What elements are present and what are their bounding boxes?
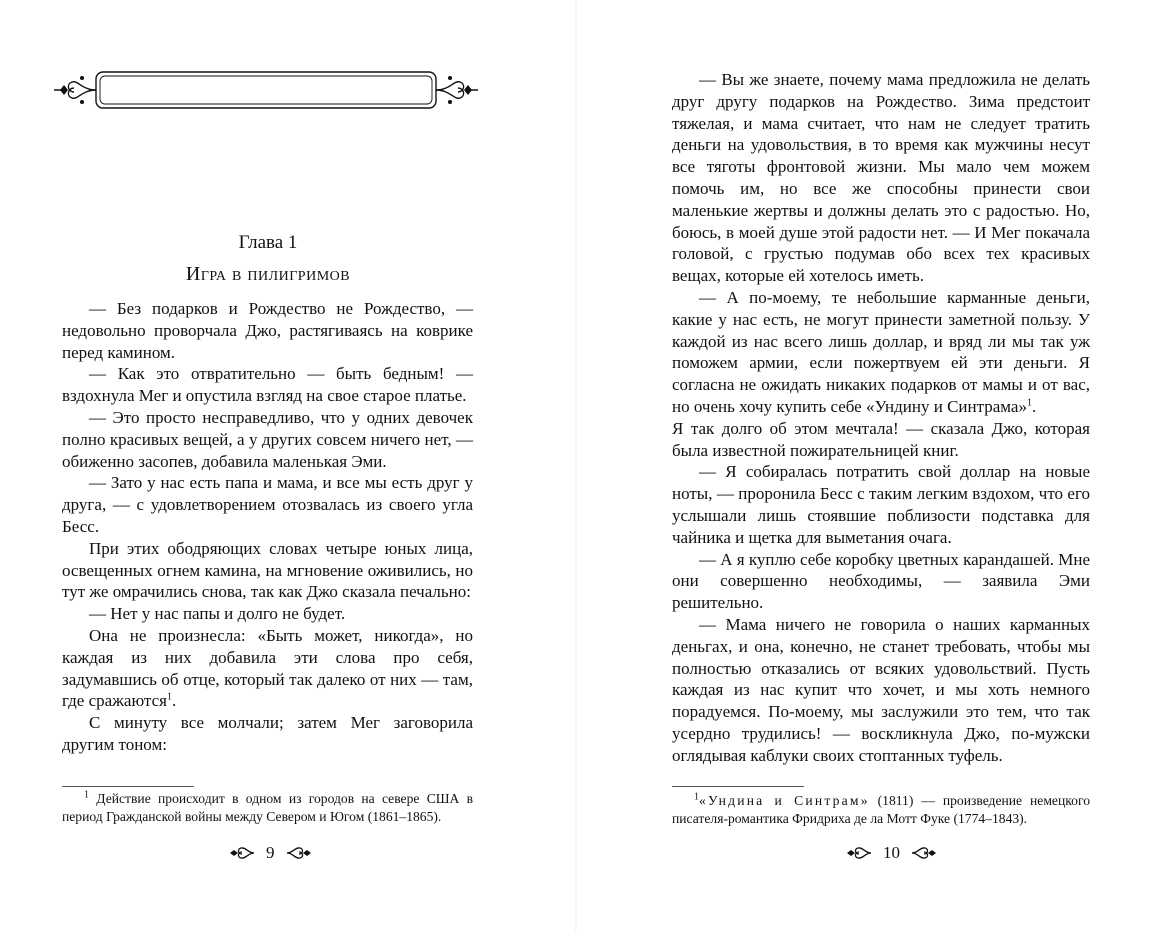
left-body-text [62,298,473,756]
paragraph-text: — А по-моему, те небольшие карманные деньги, какие у нас есть, не могут принести заметной пользу. У каждой из нас всего лишь доллар, и вряд ли мы так уж поможем армии, если пожертвуем ей эти деньги. Я согласна не ожидать никаких подарков от мамы и от вас, но очень хочу купить себе «Ундину и Синтрама» [672,287,1090,416]
header-ornament-frame [52,68,480,112]
footnote [62,790,473,826]
footnote [672,792,1090,828]
chapter-title: Игра в пилигримов [185,263,351,285]
paragraph-text: Она не произнесла: «Быть может, никогда», но каждая из них добавила эти слова про себя, задумавшись об отце, который так далеко от них — там, где сражаются [62,625,473,711]
footnote-text: (1811) — произведение немецкого писателя-романтика Фридриха де ла Мотт Фуке (1774–1843). [672,793,1090,826]
footnote-rule [672,786,804,787]
paragraph: С минуту все молчали; затем Мег заговорила другим тоном: [62,713,473,754]
flourish-frame-icon [52,68,480,112]
paragraph: — Вы же знаете, почему мама предложила не делать друг другу подарков на Рождество. Зима предстоит тяжелая, и мама считает, что нам не следует тратить деньги на удовольствия, в то время как мужчины несут все тяготы фронтовой жизни. Мы мало чем можем помочь им, но все же способны принести свои маленькие жертвы и должны делать это с радостью. Но, боюсь, в моей душе этой радости нет. — И Мег покачала головой, с грустью подумав обо всех тех красивых вещах, которые ей хотелось иметь. [672,70,1090,286]
footnote-title: «Ундина и Синтрам» [699,793,870,808]
paragraph: — Без подарков и Рождество не Рождество, — недовольно проворчала Джо, растягиваясь на коврике перед камином. [62,299,473,362]
fleuron-right-icon [910,845,938,861]
paragraph: — Это просто несправедливо, что у одних девочек полно красивых вещей, а у других совсем ничего нет, — обиженно засопев, добавила маленькая Эми. [62,407,473,471]
fleuron-left-icon [228,845,256,861]
footnote-marker: 1 [84,789,89,801]
paragraph: При этих ободряющих словах четыре юных лица, освещенных огнем камина, на мгновение оживились, но тут же омрачились снова, так как Джо сказала печально: [62,538,473,602]
right-body-text [672,69,1090,767]
left-page [0,0,576,931]
page-number: 9 [266,843,275,862]
right-page [577,0,1155,931]
footnote-ref: 1 [166,691,172,703]
paragraph-continuation: Я так долго об этом мечтала! — сказала Джо, которая была известной пожирательницей книг. [672,418,1090,460]
paragraph: — Как это отвратительно — быть бедным! — вздохнула Мег и опустила взгляд на свое старое платье. [62,364,473,406]
fleuron-right-icon [285,845,313,861]
footnote-ref: 1 [1026,397,1032,409]
footnote-rule [62,786,194,787]
page-footer [228,842,313,864]
page-footer [845,842,938,864]
paragraph: — А я куплю себе коробку цветных карандашей. Мне они совершенно необходимы, — заявила Эми решительно. [672,549,1090,613]
fleuron-left-icon [845,845,873,861]
paragraph: — Я собиралась потратить свой доллар на новые ноты, — проронила Бесс с таким легким вздохом, что его услышали лишь стоявшие поблизости подставка для чайника и щетка для выметания очага. [672,462,1090,547]
paragraph-with-footnote: — А по-моему, те небольшие карманные деньги, какие у нас есть, не могут принести заметной пользу. У каждой из нас всего лишь доллар, и вряд ли мы так уж поможем армии, если пожертвуем ей эти деньги. Я согласна не ожидать никаких подарков от мамы и от вас, но очень хочу купить себе «Ундину и Синтрама»$^1$. [672,287,1090,416]
paragraph: — Мама ничего не говорила о наших карманных деньгах, и она, конечно, не станет требовать, чтобы мы полностью отказались от всяких удовольствий. Пусть каждая из нас купит что хочет, и мы хоть немного порадуемся. По-моему, мы заслужили это тем, что так усердно трудились! — воскликнула Джо, по-мужски оглядывая каблуки своих стоптанных туфель. [672,614,1090,765]
page-number: 10 [883,843,900,862]
paragraph-with-footnote: Она не произнесла: «Быть может, никогда», но каждая из них добавила эти слова про себя, задумавшись об отце, который так далеко от них — там, где сражаются$^1$. [62,625,473,711]
chapter-number: Глава 1 [238,232,298,253]
footnote-text: Действие происходит в одном из городов на севере США в период Гражданской войны между Севером и Югом (1861–1865). [62,791,473,824]
footnote-marker: 1 [694,791,699,803]
paragraph: — Нет у нас папы и долго не будет. [89,604,346,624]
paragraph: — Зато у нас есть папа и мама, и все мы есть друг у друга, — с удовлетворением отозвалась из своего угла Бесс. [62,473,473,536]
